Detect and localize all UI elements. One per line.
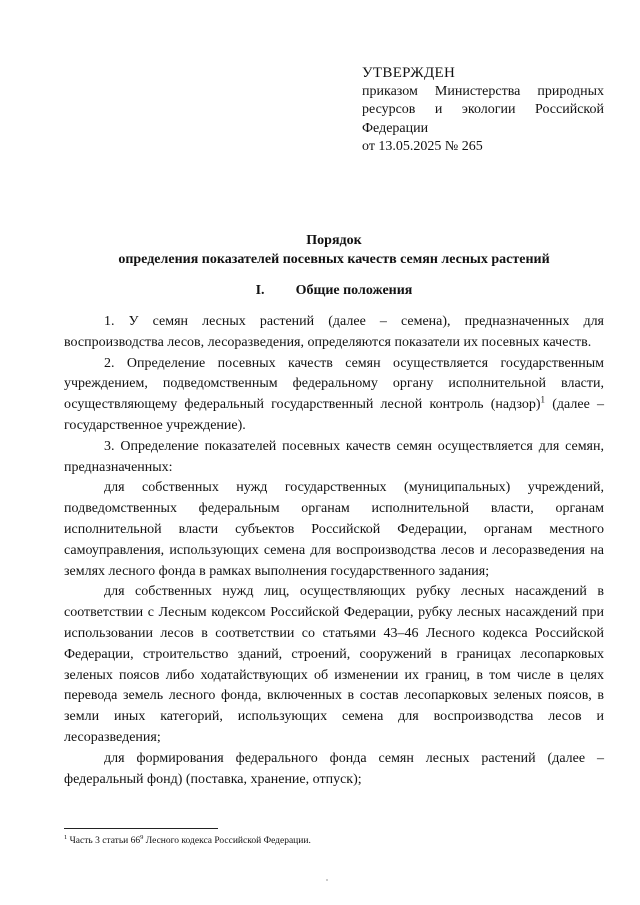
paragraph-2-tail: (далее – государственное учреждение). <box>64 397 604 433</box>
footnote-text-after: Лесного кодекса Российской Федерации. <box>143 836 311 846</box>
footnote-reference: 1 <box>540 394 546 405</box>
footnote-marker: 1 <box>64 833 68 841</box>
approval-title: УТВЕРЖДЕН <box>362 65 456 81</box>
document-title <box>64 231 604 269</box>
paragraph-3: 3. Определение показателей посевных качеств семян осуществляется для семян, предназначенных: <box>64 438 604 475</box>
paragraph-2-text: 2. Определение посевных качеств семян осуществляется государственным учреждением, подведомственным федеральному органу исполнительной власти, осуществляющему федеральный государственный лесной контроль (надзор) <box>64 355 604 413</box>
section-title: Общие положения <box>295 283 413 298</box>
footnote-separator <box>64 828 218 829</box>
footnote <box>64 835 604 847</box>
paragraph-3-item-2: для собственных нужд лиц, осуществляющих рубку лесных насаждений в соответствии с Лесным кодексом Российской Федерации, рубку лесных насаждений при использовании лесов в соответствии со статьями 43–46 Лесного кодекса Российской Федерации, строительство зданий, строений, сооружений в границах лесопарковых зеленых поясов либо ходатайствующих об изменении их границ, в том числе в целях перевода земель лесного фонда, включенных в состав лесопарковых зеленых поясов, в земли иных категорий, использующих семена для воспроизводства лесов и лесоразведения; <box>64 584 604 745</box>
paragraph-3-item-1: для собственных нужд государственных (муниципальных) учреждений, подведомственных федеральным органам исполнительной власти, органам исполнительной власти субъектов Российской Федерации, органам местного самоуправления, использующих семена для воспроизводства лесов и лесоразведения на землях лесного фонда в рамках выполнения государственного задания; <box>64 480 604 579</box>
section-heading <box>64 281 604 300</box>
approval-order-text: приказом Министерства природных ресурсов и экологии Российской Федерации <box>362 83 604 136</box>
section-number: I. <box>255 283 265 298</box>
paragraph-1: 1. У семян лесных растений (далее – семена), предназначенных для воспроизводства лесов, лесоразведения, определяются показатели их посевных качеств. <box>64 314 604 350</box>
footnote-text-before: Часть 3 статьи 66 <box>67 836 141 846</box>
document-title-line1: Порядок <box>306 233 362 248</box>
paragraph-2 <box>64 354 604 437</box>
paragraph-3-item-3: для формирования федерального фонда семян лесных растений (далее – федеральный фонд) (поставка, хранение, отпуск); <box>64 750 604 787</box>
approval-block <box>362 64 604 157</box>
scan-dot <box>326 879 328 881</box>
document-body <box>64 312 604 790</box>
approval-date-number: от 13.05.2025 № 265 <box>362 139 483 154</box>
document-title-line2: определения показателей посевных качеств семян лесных растений <box>118 252 550 267</box>
footnote-article-sup: 9 <box>140 833 144 841</box>
